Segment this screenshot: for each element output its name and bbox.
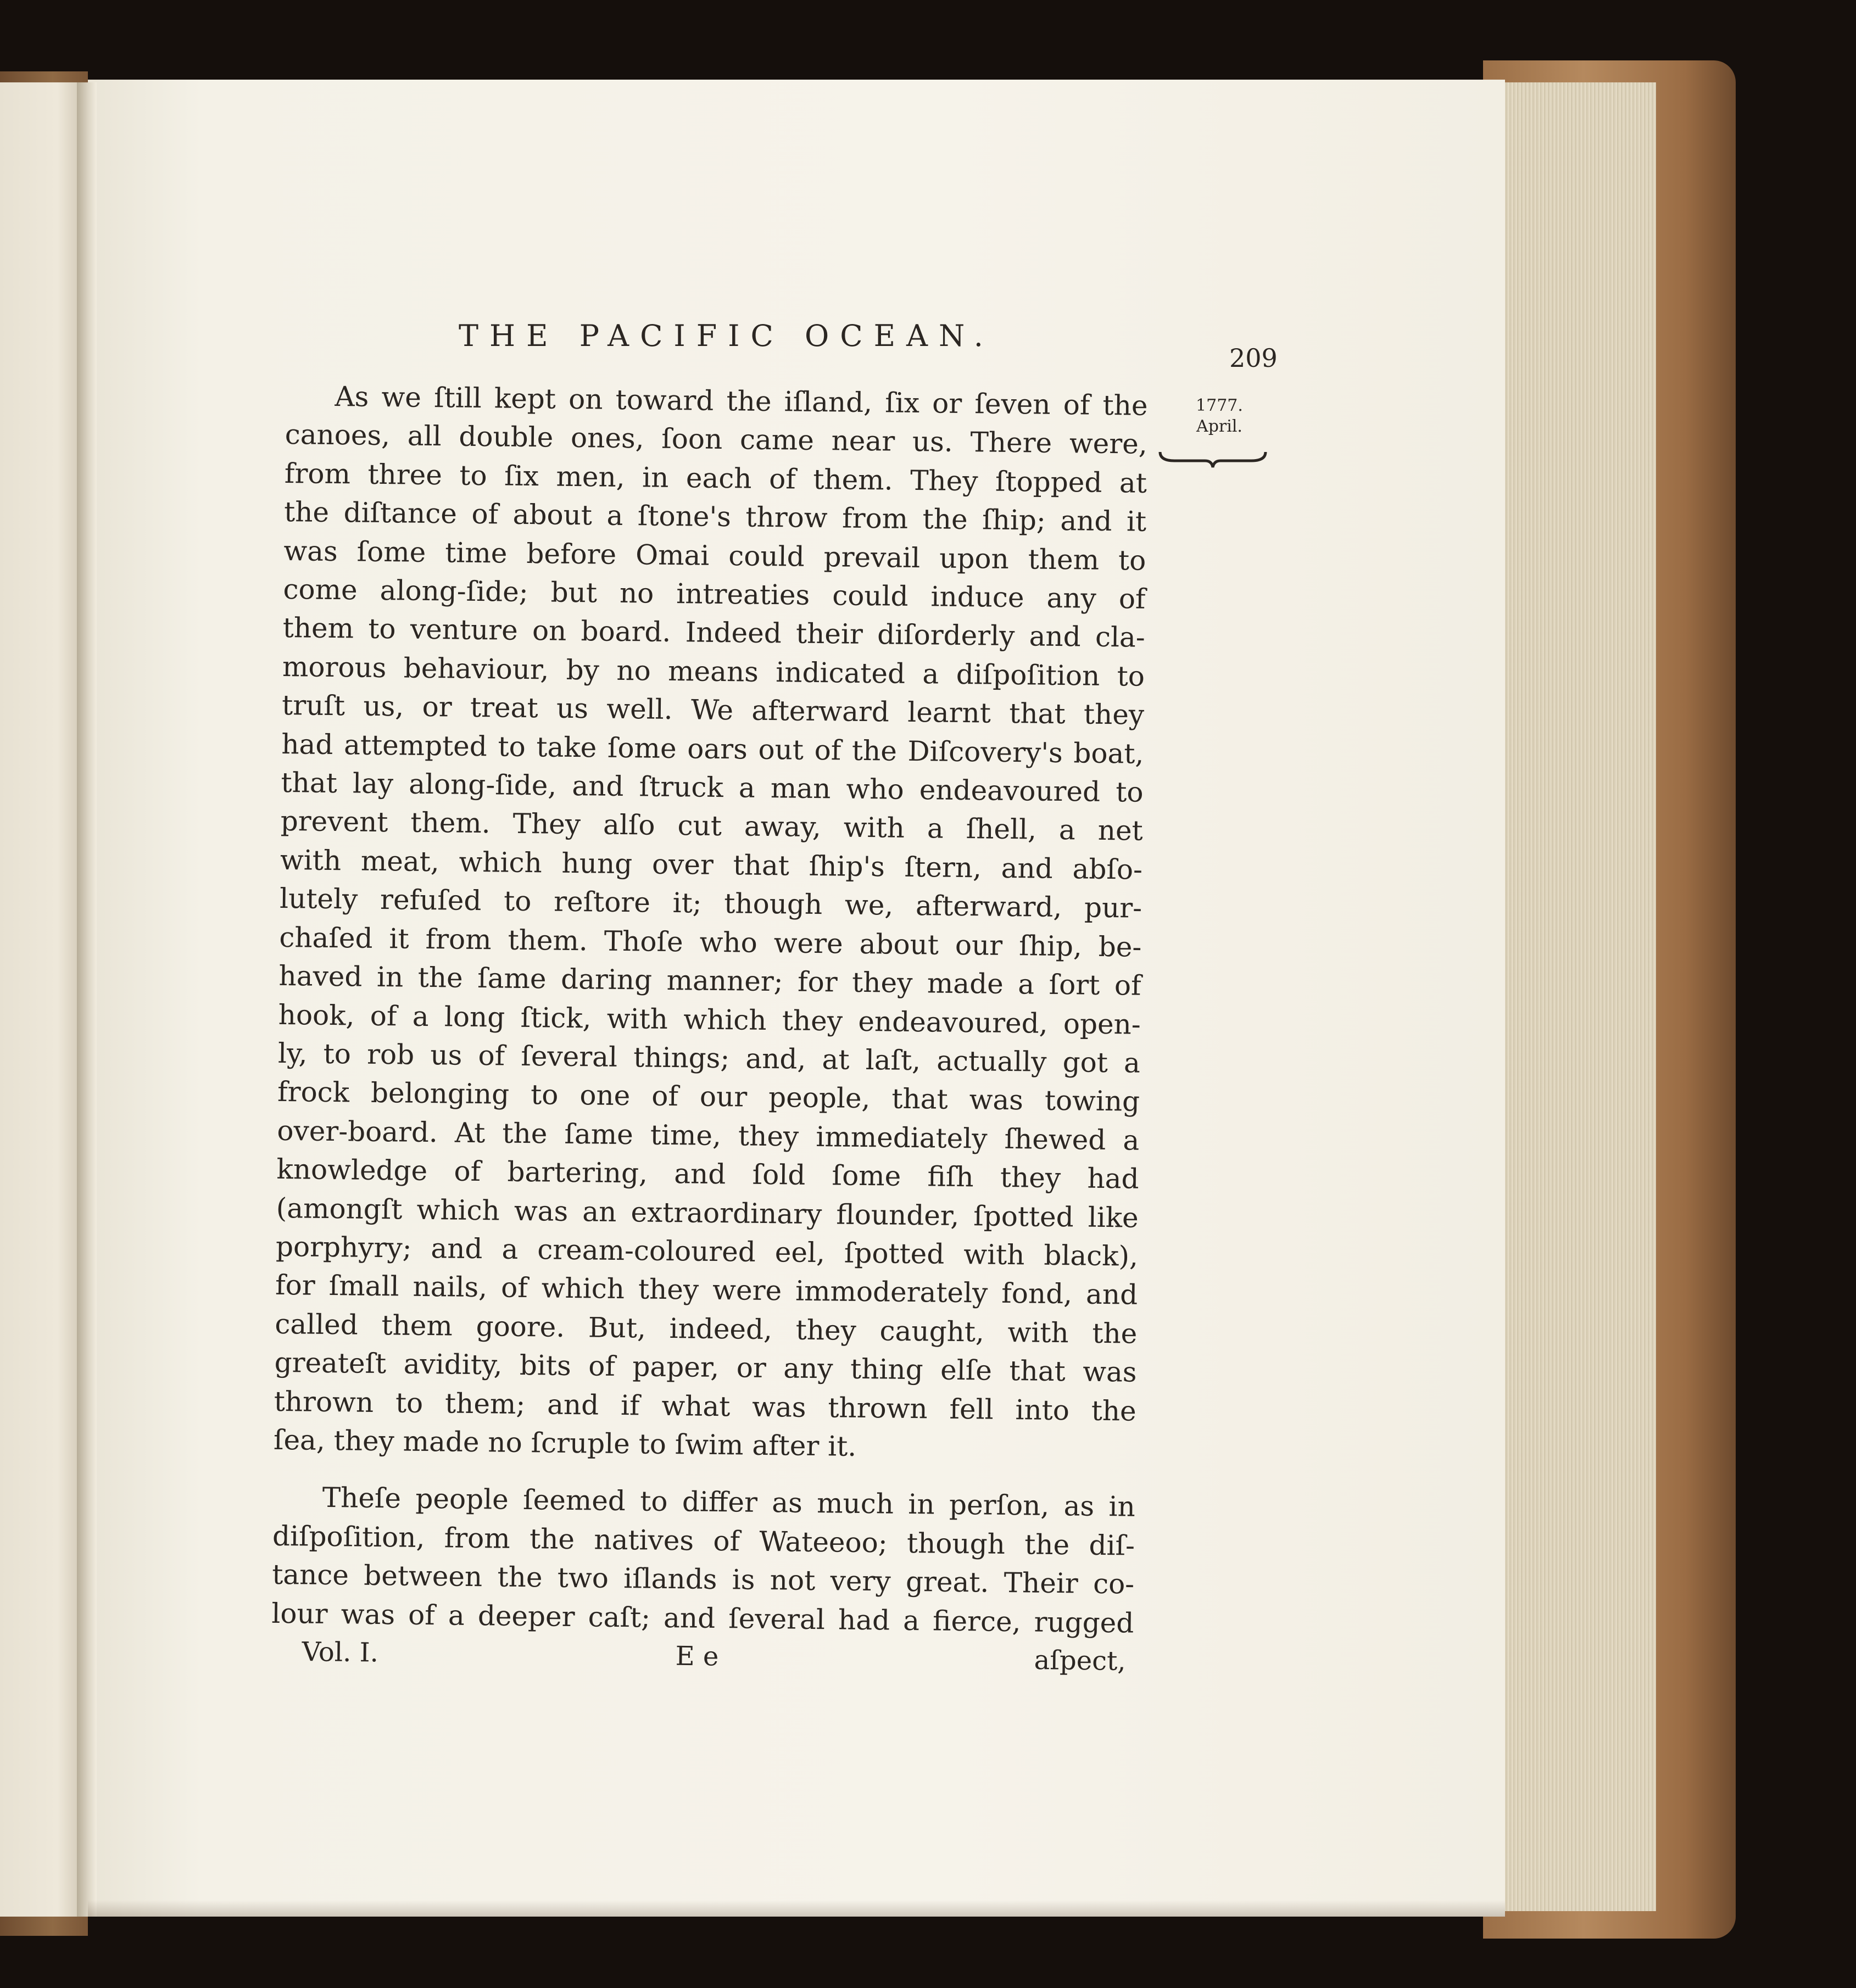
body-text: [271, 377, 1148, 1643]
margin-note-year: 1777.: [1196, 396, 1243, 415]
text-line: was ſome time before Omai could prevail upon them to: [283, 534, 1146, 577]
paragraph-2: [271, 1478, 1135, 1642]
page-block-edges: [1500, 82, 1656, 1911]
running-head: THE PACIFIC OCEAN.: [459, 319, 994, 353]
text-line: hook, of a long ſtick, with which they endeavoured, open-: [278, 998, 1141, 1041]
text-line: diſpoſition, from the natives of Wateeoo; though the diſ-: [272, 1520, 1135, 1562]
margin-note-month: April.: [1196, 417, 1242, 436]
volume-label: Vol. I.: [302, 1637, 379, 1668]
text-line: called them goore. But, indeed, they caught, with the: [275, 1308, 1138, 1350]
paragraph-1: [274, 377, 1148, 1469]
text-line: ſea, they made no ſcruple to ſwim after it.: [273, 1423, 857, 1462]
book-gutter: [77, 82, 97, 1917]
text-line: chaſed it from them. Thoſe who were about our ſhip, be-: [279, 921, 1142, 963]
margin-brace-icon: [1158, 448, 1268, 470]
text-line: lour was of a deeper caſt; and ſeveral had a fierce, rugged: [271, 1597, 1134, 1639]
text-line: Theſe people ſeemed to differ as much in perſon, as in: [322, 1482, 1136, 1523]
page-bottom-shadow: [88, 1900, 1505, 1917]
text-line: porphyry; and a cream-coloured eel, ſpotted with black),: [275, 1230, 1139, 1272]
text-line: the diſtance of about a ſtone's throw from the ſhip; and it: [283, 496, 1147, 538]
text-line: greateſt avidity, bits of paper, or any thing elſe that was: [274, 1347, 1137, 1388]
text-line: come along-ſide; but no intreaties could induce any of: [283, 573, 1146, 615]
text-line: with meat, which hung over that ſhip's ſtern, and abſo-: [280, 844, 1143, 886]
text-line: tance between the two iſlands is not very great. Their co-: [271, 1559, 1135, 1600]
margin-note: [1164, 395, 1274, 437]
catchword: aſpect,: [1034, 1645, 1126, 1677]
text-line: over-board. At the ſame time, they immediately ſhewed a: [277, 1114, 1140, 1157]
text-line: haved in the ſame daring manner; for they made a ſort of: [278, 960, 1141, 1002]
signature-mark: E e: [675, 1640, 719, 1672]
text-line: that lay along-ſide, and ſtruck a man who endeavoured to: [281, 767, 1144, 808]
text-line: canoes, all double ones, ſoon came near us. There were,: [285, 418, 1148, 461]
text-line: prevent them. They alſo cut away, with a ſhell, a net: [280, 805, 1144, 847]
text-line: As we ſtill kept on toward the iſland, ſix or ſeven of the: [335, 381, 1148, 422]
text-line: ly, to rob us of ſeveral things; and, at laſt, actually got a: [277, 1037, 1141, 1079]
text-line: (amongſt which was an extraordinary flounder, ſpotted like: [276, 1192, 1139, 1234]
text-line: lutely refuſed to reſtore it; though we, afterward, pur-: [279, 883, 1142, 925]
page-number: 209: [1229, 343, 1278, 373]
text-line: frock belonging to one of our people, that was towing: [277, 1076, 1140, 1118]
text-line: them to venture on board. Indeed their diſorderly and cla-: [282, 612, 1146, 654]
left-page-edge: [0, 82, 82, 1917]
text-line: had attempted to take ſome oars out of the Diſcovery's boat,: [281, 728, 1144, 770]
text-line: for ſmall nails, of which they were immoderately fond, and: [275, 1269, 1138, 1311]
text-line: knowledge of bartering, and ſold ſome fiſh they had: [276, 1153, 1139, 1195]
text-line: morous behaviour, by no means indicated a diſpoſition to: [282, 650, 1145, 693]
text-line: truſt us, or treat us well. We afterward learnt that they: [281, 689, 1145, 731]
text-line: thrown to them; and if what was thrown fell into the: [274, 1385, 1137, 1427]
text-line: from three to ſix men, in each of them. They ſtopped at: [284, 457, 1147, 499]
